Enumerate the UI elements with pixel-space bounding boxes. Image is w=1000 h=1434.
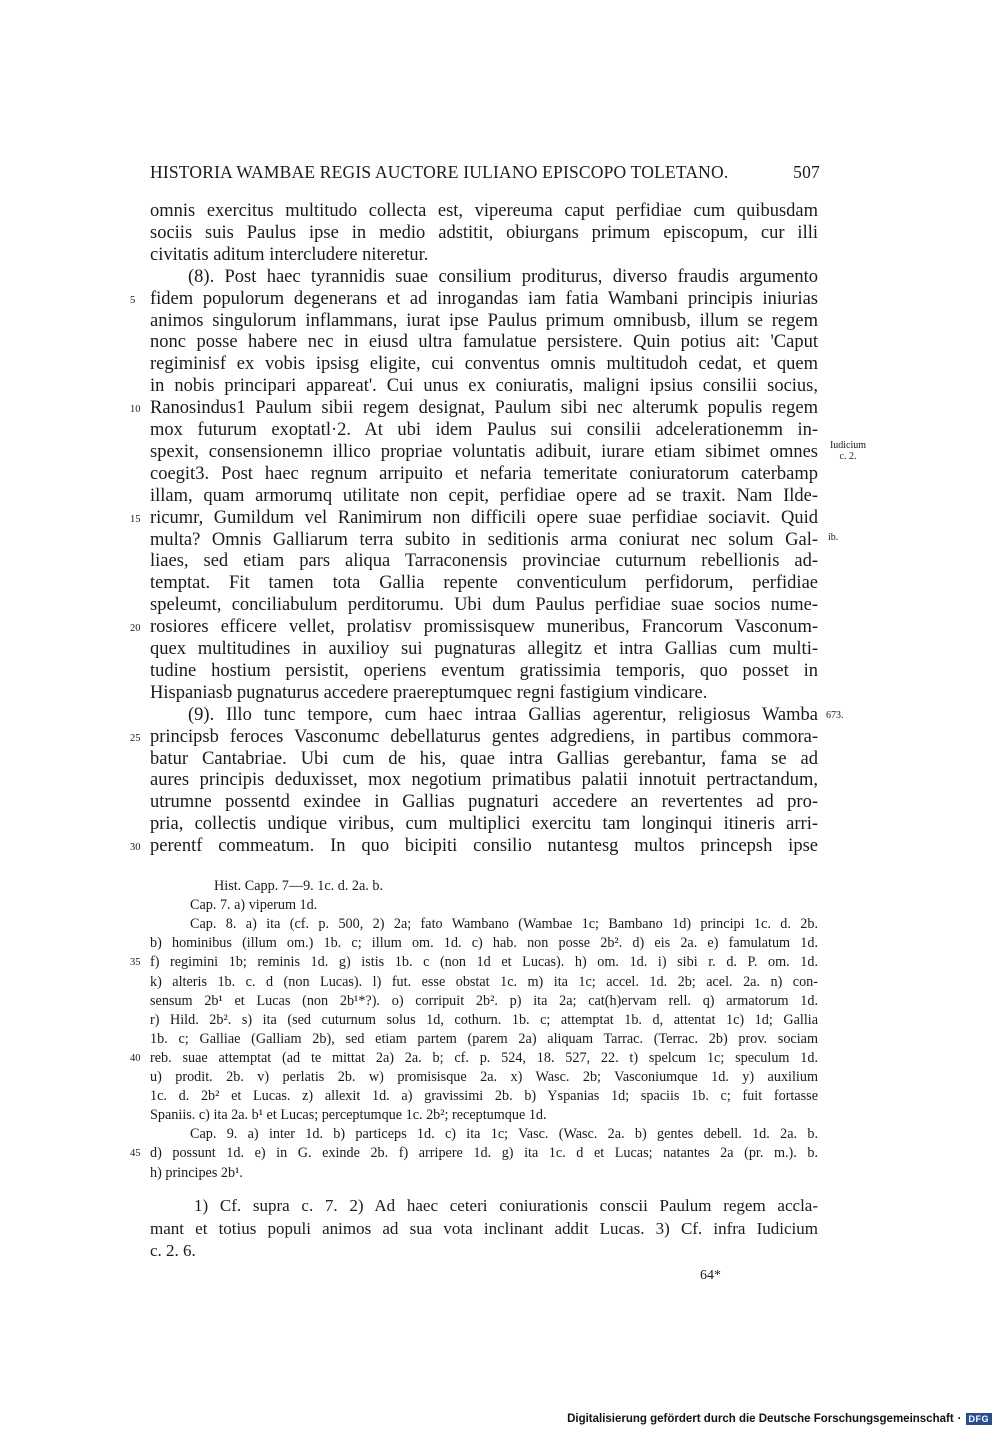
margin-note-label: Iudicium [829, 440, 867, 451]
line-number: 45 [130, 1148, 141, 1160]
line-number: 5 [130, 294, 136, 306]
apparatus-line: b) hominibus (illum om.) 1b. c; illum om. 1d. c) hab. non posse 2b². d) eis 2a. e) famulatum 1d. [150, 935, 818, 952]
apparatus-line: u) prodit. 2b. v) perlatis 2b. w) promisisque 2a. x) Wasc. 2b; Vasconiumque 1d. y) auxilium [150, 1069, 818, 1085]
dfg-logo-icon: DFG [966, 1413, 993, 1425]
text-line: rosiores efficere vellet, prolatisv promissisquew muneribus, Francorum Vasconum- [150, 617, 818, 638]
text-line: (8). Post haec tyrannidis suae consilium proditurus, diverso fraudis argumento [188, 266, 818, 287]
margin-note-year: 673. [826, 710, 844, 721]
text-line: spexit, consensionemn illico propriae voluntatis adibuit, iurare etiam sibimet omnes [150, 441, 818, 462]
text-line: mox futurum exoptatl·2. At ubi idem Paulus sui consilii adcelerationemm in- [150, 420, 818, 440]
header-title: HISTORIA WAMBAE REGIS AUCTORE IULIANO EPISCOPO TOLETANO. [150, 162, 729, 182]
note-line: mant et totius populi animos ad sua vota inclinant addit Lucas. 3) Cf. infra Iudicium [150, 1218, 818, 1238]
text-line: ricumr, Gumildum vel Ranimirum non difficili opere suae perfidiae sociavit. Quid [150, 507, 818, 528]
apparatus-line: Cap. 7. a) viperum 1d. [190, 897, 318, 914]
margin-note-iudicium [826, 440, 870, 462]
apparatus-line: h) principes 2b¹. [150, 1164, 243, 1181]
running-header [150, 162, 820, 192]
text-line: Hispaniasb pugnaturus accedere praereptumquec regni fastigium vindicare. [150, 682, 708, 703]
text-line: illam, quam armorumq utilitate non cepit, perfidiae opere ad se traxit. Nam Ilde- [150, 485, 818, 506]
apparatus-line: 1b. c; Galliae (Galliam 2b), sed etiam partem (parem 2a) aliquam Tarrac. (Terrac. 2b) prov. sociam [150, 1030, 818, 1047]
text-line: pria, collectis undique viribus, cum multiplici exercitu tam longinqui itineris arri- [150, 814, 818, 835]
margin-note-sub: c. 2. [839, 451, 857, 462]
apparatus-line: Spaniis. c) ita 2a. b¹ et Lucas; perceptumque 1c. 2b²; receptumque 1d. [150, 1107, 547, 1124]
line-number: 30 [130, 842, 141, 854]
apparatus-line: Cap. 8. a) ita (cf. p. 500, 2) 2a; fato Wambano (Wambae 1c; Bambano 1d) principi 1c. d. 2b. [190, 916, 818, 933]
apparatus-line: d) possunt 1d. e) in G. exinde 2b. f) arripere 1d. g) ita 1c. d et Lucas; natantes 2a (pr. m.). b. [150, 1145, 818, 1162]
signature-mark: 64* [700, 1268, 721, 1283]
apparatus-line: k) alteris 1b. c. d (non Lucas). l) fut. esse obstat 1c. m) ita 1c; accel. 1d. 2b; acel. 2a. n) con- [150, 973, 818, 990]
text-line: regiminisf ex vobis ipsisg eligite, cui conventus omnis multitudoh cedat, et quem [150, 354, 818, 375]
text-line: (9). Illo tunc tempore, cum haec intraa Gallias agerentur, religiosus Wamba [188, 704, 818, 725]
apparatus-line: r) Hild. 2b². s) ita (sed cuturnum solus 1d, cothurn. 1b. c; attemptat 1b. d, attentat 1c) 1d; Gallia [150, 1011, 818, 1028]
footer-credit: Digitalisierung gefördert durch die Deutsche Forschungsgemeinschaft · DFG [567, 1412, 992, 1426]
text-line: in nobis principari appareat'. Cui unus ex coniuratis, maligni ipsius consilii socius, [150, 376, 818, 397]
text-line: quex multitudines in auxilioy sui pugnaturas allegitz et intra Gallias cum multi- [150, 639, 818, 659]
text-line: perentf commeatum. In quo bicipiti consilio nutantesg multos princepsh ipse [150, 836, 818, 857]
text-line: fidem populorum degenerans et ad inrogandas iam fatia Wambani principis iniurias [150, 288, 818, 309]
text-line: sociis suis Paulus ipse in medio adstitit, obiurgans primum episcopum, cur illi [150, 222, 818, 243]
line-number: 40 [130, 1052, 141, 1064]
line-number: 10 [130, 404, 141, 416]
text-line: omnis exercitus multitudo collecta est, vipereuma caput perfidiae cum quibusdam [150, 201, 818, 221]
text-line: speleumt, conciliabulum perditorumu. Ubi dum Paulus perfidiae suae socios nume- [150, 595, 818, 616]
text-line: multa? Omnis Galliarum terra subito in seditionis arma coniurat nec solum Gal- [150, 529, 818, 550]
footer-text: Digitalisierung gefördert durch die Deutsche Forschungsgemeinschaft [567, 1413, 954, 1425]
apparatus-line: Cap. 9. a) inter 1d. b) particeps 1d. c) ita 1c; Vasc. (Wasc. 2a. b) gentes debell. 1d. 2a. b. [190, 1126, 818, 1143]
text-line: utrumne possentd exindee in Gallias pugnaturi accedere an revertentes ad pro- [150, 792, 818, 813]
line-number: 35 [130, 957, 141, 969]
line-number: 20 [130, 623, 141, 635]
line-number: 15 [130, 513, 141, 525]
apparatus-line: 1c. d. 2b² et Lucas. z) allexit 1d. a) gravissimi 2b. b) Yspanias 1d; spaciis 1b. c; fuit fortasse [150, 1088, 818, 1105]
page-number: 507 [793, 162, 820, 182]
text-line: aures principis deduxisset, mox negotium primatibus palatii innotuit pertractandum, [150, 770, 818, 791]
apparatus-line: sensum 2b¹ et Lucas (non 2b¹*?). o) corripuit 2b². p) ita 2a; cat(h)ervam rell. q) armatorum 1d. [150, 992, 818, 1009]
note-line: 1) Cf. supra c. 7. 2) Ad haec ceteri coniurationis conscii Paulum regem accla- [194, 1196, 818, 1215]
text-line: temptat. Fit tamen tota Gallia repente conventiculum perfidorum, perfidiae [150, 573, 818, 594]
text-line: coegit3. Post haec regnum arripuito et nefaria temeritate coniuratorum caterbamp [150, 463, 818, 484]
line-number: 25 [130, 732, 141, 744]
text-line: liaes, sed etiam pars aliqua Tarraconensis provinciae cuturnum rebellionis ad- [150, 551, 818, 572]
text-line: nonc posse habere nec in eiusd ultra famulatue persistere. Quin potius ait: 'Caput [150, 332, 818, 353]
text-line: civitatis aditum intercludere niteretur. [150, 244, 429, 265]
text-line: principsb feroces Vasconumc debellaturus gentes adgrediens, in partibus commora- [150, 726, 818, 747]
apparatus-line: Hist. Capp. 7—9. 1c. d. 2a. b. [214, 878, 384, 894]
apparatus-line: reb. suae attemptat (ad te mittat 2a) 2a. b; cf. p. 524, 18. 527, 22. t) spelcum 1c; speculum 1d. [150, 1049, 818, 1066]
note-line: c. 2. 6. [150, 1241, 196, 1260]
margin-note-ib: ib. [828, 532, 839, 543]
text-line: tudine hostium persistit, operiens eventum gratissimia temporis, quo posset in [150, 660, 818, 681]
apparatus-line: f) regimini 1b; reminis 1d. g) istis 1b. c (non 1d et Lucas). h) om. 1d. i) sibi r. d. P. om. 1d. [150, 954, 818, 971]
text-line: Ranosindus1 Paulum sibii regem designat, Paulum sibi nec alterumk populis regem [150, 398, 818, 419]
text-line: batur Cantabriae. Ubi cum de his, quae intra Gallias gerebantur, fama se ad [150, 748, 818, 769]
text-line: animos singulorum inflammans, iurat ipse Paulus primum omnibusb, illum se regem [150, 310, 818, 331]
